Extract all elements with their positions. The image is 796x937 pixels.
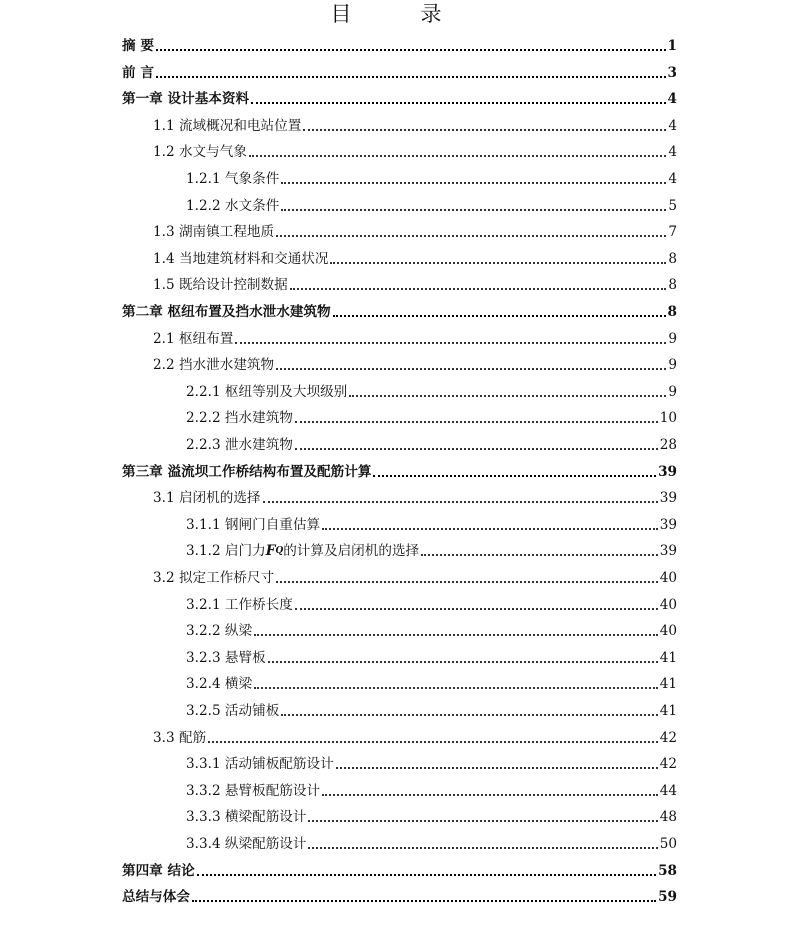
dot-leader bbox=[322, 793, 658, 796]
dot-leader bbox=[295, 447, 658, 450]
toc-entry-label: 2.2 挡水泄水建筑物 bbox=[153, 357, 275, 374]
toc-section-entry[interactable] bbox=[186, 405, 677, 427]
toc-section-entry[interactable] bbox=[186, 166, 677, 188]
toc-entry-label: 前 言 bbox=[122, 64, 154, 81]
toc-entry-label: 2.2.1 枢纽等别及大坝级别 bbox=[186, 383, 348, 400]
dot-leader bbox=[295, 607, 658, 610]
toc-entry-label: 3.3.1 活动铺板配筋设计 bbox=[186, 756, 334, 773]
toc-page-number: 8 bbox=[667, 304, 677, 320]
toc-chapter-entry[interactable] bbox=[122, 884, 677, 906]
toc-section-entry[interactable] bbox=[153, 485, 677, 507]
toc-entry-label: 摘 要 bbox=[122, 38, 154, 54]
toc-entry-label: 2.1 枢纽布置 bbox=[153, 330, 234, 347]
toc-page-number: 28 bbox=[659, 437, 677, 453]
toc-entry-label: 2.2.3 泄水建筑物 bbox=[186, 437, 293, 453]
dot-leader bbox=[156, 48, 666, 51]
toc-page-number: 59 bbox=[658, 889, 677, 906]
toc-entry-subscript: Q bbox=[275, 546, 284, 557]
toc-entry-label: 1.2.2 水文条件 bbox=[186, 197, 280, 214]
toc-section-entry[interactable] bbox=[186, 804, 677, 826]
dot-leader bbox=[308, 819, 657, 822]
toc-entry-label: 3.2.4 横梁 bbox=[186, 676, 253, 693]
toc-page-number: 48 bbox=[659, 809, 677, 826]
toc-entry-label: 3.2.5 活动铺板 bbox=[186, 703, 280, 719]
dot-leader bbox=[197, 873, 656, 876]
toc-section-entry[interactable] bbox=[153, 272, 677, 294]
toc-page-number: 41 bbox=[659, 676, 677, 693]
toc-page-number: 40 bbox=[659, 570, 677, 586]
toc-page-number: 3 bbox=[667, 64, 677, 81]
dot-leader bbox=[235, 341, 666, 344]
toc-page-number: 39 bbox=[659, 490, 677, 507]
toc-section-entry[interactable] bbox=[186, 592, 677, 614]
dot-leader bbox=[421, 553, 658, 556]
toc-page-number: 9 bbox=[668, 357, 677, 374]
dot-leader bbox=[268, 660, 658, 663]
toc-chapter-entry[interactable] bbox=[122, 60, 677, 82]
toc-section-entry[interactable] bbox=[186, 671, 677, 693]
toc-section-entry[interactable] bbox=[186, 432, 677, 454]
toc-section-entry[interactable] bbox=[186, 645, 677, 667]
toc-section-entry[interactable] bbox=[186, 538, 677, 560]
toc-chapter-entry[interactable] bbox=[122, 299, 677, 321]
toc-entry-symbol: F bbox=[265, 543, 276, 560]
toc-entry-label: 3.1 启闭机的选择 bbox=[153, 490, 261, 507]
toc-page-number: 4 bbox=[668, 117, 677, 134]
toc-page-number: 39 bbox=[659, 543, 677, 560]
toc-entry-label: 3.2.1 工作桥长度 bbox=[186, 596, 293, 613]
toc-entry-label: 3.2.3 悬臂板 bbox=[186, 649, 266, 666]
toc-page-number: 44 bbox=[659, 782, 677, 799]
toc-section-entry[interactable] bbox=[153, 326, 677, 348]
dot-leader bbox=[290, 287, 667, 290]
toc-section-entry[interactable] bbox=[153, 725, 677, 747]
dot-leader bbox=[249, 154, 666, 157]
toc-section-entry[interactable] bbox=[153, 139, 677, 161]
toc-page-number: 4 bbox=[668, 171, 677, 187]
dot-leader bbox=[330, 261, 666, 264]
toc-section-entry[interactable] bbox=[186, 193, 677, 215]
dot-leader bbox=[276, 367, 666, 370]
dot-leader bbox=[308, 846, 657, 849]
toc-chapter-entry[interactable] bbox=[122, 858, 677, 880]
toc-entry-label: 3.2.2 纵梁 bbox=[186, 623, 253, 640]
toc-entry-label: 总结与体会 bbox=[122, 889, 190, 906]
toc-page-number: 41 bbox=[659, 703, 677, 719]
dot-leader bbox=[276, 234, 666, 237]
dot-leader bbox=[251, 101, 665, 104]
toc-entry-label: 3.2 拟定工作桥尺寸 bbox=[153, 570, 275, 586]
toc-entry-label: 1.2 水文与气象 bbox=[153, 144, 247, 161]
toc-page-number: 39 bbox=[658, 463, 677, 480]
toc-page-number: 4 bbox=[667, 91, 677, 108]
toc-section-entry[interactable] bbox=[186, 618, 677, 640]
dot-leader bbox=[281, 208, 666, 211]
toc-page-number: 40 bbox=[659, 596, 677, 613]
dot-leader bbox=[276, 580, 658, 583]
toc-page-number: 7 bbox=[668, 224, 677, 241]
toc-section-entry[interactable] bbox=[186, 831, 677, 853]
toc-entry-label: 1.1 流域概况和电站位置 bbox=[153, 117, 302, 134]
dot-leader bbox=[349, 394, 666, 397]
dot-leader bbox=[192, 899, 656, 902]
dot-leader bbox=[263, 500, 658, 503]
toc-entry-label: 1.2.1 气象条件 bbox=[186, 171, 280, 187]
toc-entry-label: 1.5 既给设计控制数据 bbox=[153, 277, 288, 294]
toc-entry-label: 第四章 结论 bbox=[122, 862, 195, 879]
toc-entry-label: 第一章 设计基本资料 bbox=[122, 91, 250, 108]
toc-section-entry[interactable] bbox=[186, 751, 677, 773]
toc-page-number: 42 bbox=[659, 729, 677, 746]
dot-leader bbox=[303, 128, 666, 131]
toc-page-number: 4 bbox=[668, 144, 677, 161]
toc-section-entry[interactable] bbox=[186, 698, 677, 720]
toc-page-number: 9 bbox=[668, 383, 677, 400]
toc-entry-label: 3.1.2 启门力 bbox=[186, 543, 266, 560]
toc-page-number: 42 bbox=[659, 756, 677, 773]
dot-leader bbox=[336, 766, 658, 769]
toc-chapter-entry[interactable] bbox=[122, 33, 677, 55]
toc-entry-label: 2.2.2 挡水建筑物 bbox=[186, 410, 293, 427]
dot-leader bbox=[208, 740, 658, 743]
dot-leader bbox=[333, 314, 666, 317]
toc-entry-label: 第二章 枢纽布置及挡水泄水建筑物 bbox=[122, 304, 331, 320]
toc-chapter-entry[interactable] bbox=[122, 86, 677, 108]
toc-section-entry[interactable] bbox=[153, 352, 677, 374]
toc-section-entry[interactable] bbox=[153, 113, 677, 135]
toc-section-entry[interactable] bbox=[186, 512, 677, 534]
toc-section-entry[interactable] bbox=[186, 379, 677, 401]
dot-leader bbox=[254, 686, 658, 689]
toc-page-number: 40 bbox=[659, 623, 677, 640]
toc-entry-label: 3.1.1 钢闸门自重估算 bbox=[186, 516, 321, 533]
toc-entry-label: 3.3.2 悬臂板配筋设计 bbox=[186, 782, 321, 799]
toc-page-number: 8 bbox=[668, 250, 677, 267]
toc-page-number: 41 bbox=[659, 649, 677, 666]
toc-section-entry[interactable] bbox=[153, 246, 677, 268]
toc-entry-label: 3.3.4 纵梁配筋设计 bbox=[186, 836, 307, 852]
dot-leader bbox=[254, 633, 658, 636]
dot-leader bbox=[322, 527, 658, 530]
toc-page-number: 9 bbox=[668, 330, 677, 347]
toc-section-entry[interactable] bbox=[153, 219, 677, 241]
toc-page-number: 50 bbox=[659, 836, 677, 852]
dot-leader bbox=[281, 713, 657, 716]
toc-chapter-entry[interactable] bbox=[122, 459, 677, 481]
toc-entry-label: 1.4 当地建筑材料和交通状况 bbox=[153, 250, 329, 267]
page-title: 目 录 bbox=[330, 2, 466, 26]
toc-page-number: 8 bbox=[668, 277, 677, 294]
toc-page-number: 10 bbox=[659, 410, 677, 427]
toc-entry-label: 1.3 湖南镇工程地质 bbox=[153, 224, 275, 241]
toc-page-number: 1 bbox=[667, 38, 677, 54]
dot-leader bbox=[156, 75, 666, 78]
toc-entry-label: 3.3.3 横梁配筋设计 bbox=[186, 809, 307, 826]
toc-entry-label-rest: 的计算及启闭机的选择 bbox=[283, 543, 420, 560]
dot-leader bbox=[373, 474, 656, 477]
toc-page-number: 5 bbox=[668, 197, 677, 214]
toc-section-entry[interactable] bbox=[153, 565, 677, 587]
toc-entry-label: 3.3 配筋 bbox=[153, 729, 207, 746]
toc-page-number: 58 bbox=[658, 862, 677, 879]
toc-entry-label: 第三章 溢流坝工作桥结构布置及配筋计算 bbox=[122, 463, 372, 480]
dot-leader bbox=[281, 181, 666, 184]
toc-section-entry[interactable] bbox=[186, 778, 677, 800]
dot-leader bbox=[295, 420, 658, 423]
toc-page-number: 39 bbox=[659, 516, 677, 533]
